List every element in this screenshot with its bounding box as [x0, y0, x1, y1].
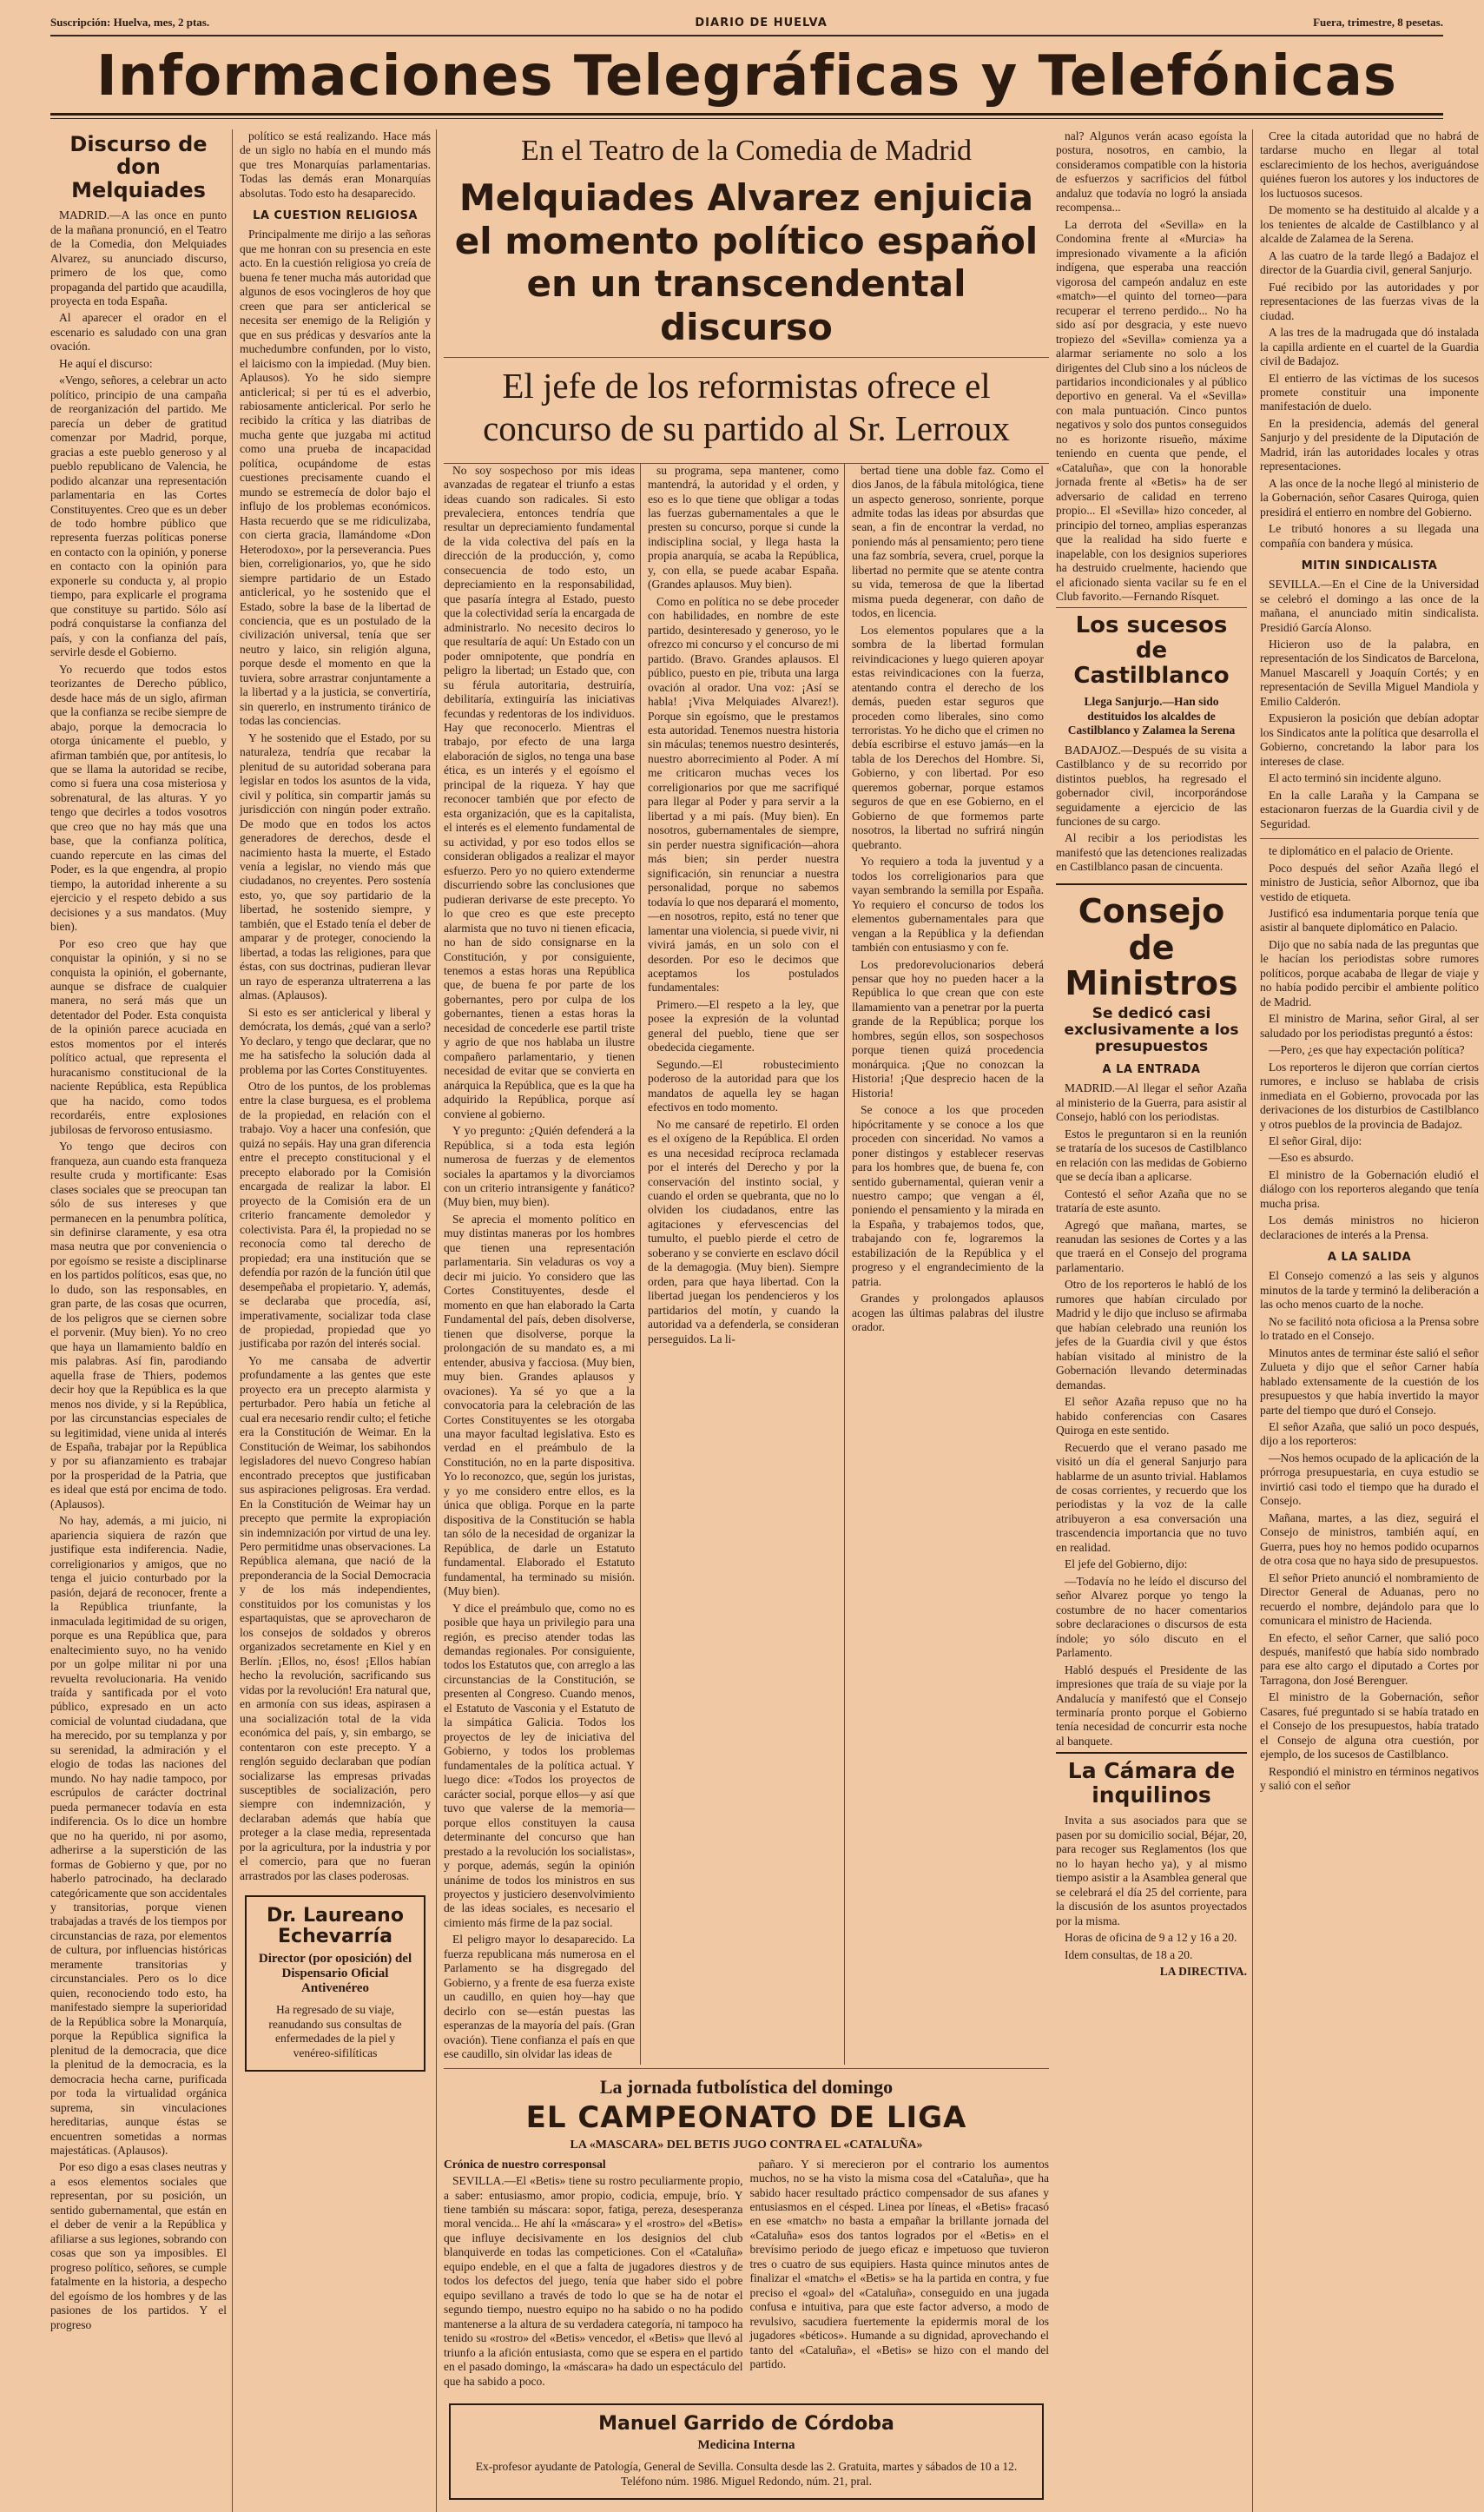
paragraph: Justificó esa indumentaria porque tenía que asistir al banquete diplomático en Palacio.	[1260, 906, 1479, 935]
football-credit: Crónica de nuestro corresponsal	[444, 2157, 606, 2171]
paragraph: Y yo pregunto: ¿Quién defenderá a la República, si a toda esta legión numerosa de fuerzas y de elementos sociales la apartamos y la divorciamos con un criterio intransigente y fanático? (Muy bien, muy bien).	[444, 1124, 635, 1209]
paragraph: —Pero, ¿es que hay expectación política?	[1269, 1043, 1465, 1057]
paragraph: Expusieron la posición que debían adoptar los Sindicatos ante la política que desarrolla el Gobierno, concretando la labor para los intereses de clase.	[1260, 711, 1479, 768]
article-title-discurso: Discurso de don Melquiades	[69, 132, 208, 202]
paragraph: Por eso creo que hay que conquistar la opinión, y si no se conquista la opinión, el gobernante, aunque se disfrace de cualquier manera, no será más que un detentador del Poder. Esta conquista de la opinión parece acuciada en estos momentos por el interés político actual, que representa el huracanismo constitucional de la naciente República, esta República que ha nacido, como todos recordaréis, entre explosiones jubilosas de fervoroso entusiasmo.	[50, 936, 227, 1136]
advertisement-garrido	[449, 2403, 1044, 2500]
article-title-consejo: Consejo de Ministros	[1056, 883, 1247, 1002]
paragraph: te diplomático en el palacio de Oriente.	[1269, 844, 1454, 858]
subhead-mitin: MITIN SINDICALISTA	[1301, 559, 1438, 573]
paragraph: Los reporteros le dijeron que corrían ciertos rumores, e incluso se hablaba de crisis inmediata en el Gobierno, provocada por las derivaciones de los disturbios de Castilblanco y otros pueblos de la provincia de Badajoz.	[1260, 1060, 1479, 1131]
paragraph: —Todavía no he leído el discurso del señor Alvarez porque yo tengo la costumbre de no hacer comentarios sobre declaraciones o discursos de esta índole; yo sólo discuto en el Parlamento.	[1056, 1574, 1247, 1660]
paragraph: Agregó que mañana, martes, se reanudan las sesiones de Cortes y a las que traerá en el Consejo del programa parlamentario.	[1056, 1218, 1247, 1274]
paragraph: Como en política no se debe proceder con habilidades, en nombre de este partido, desinteresado y generoso, yo le ofrezco mi concurso y el concurso de mi partido. (Bravo. Grandes aplausos. El público, puesto en pie, tributa una larga ovación al orador. Una voz: ¡Así se habla! ¡Viva Melquiades Alvarez!). Porque sin egoísmo, que le prestamos esta autoridad. Tenemos nuestra historia sin máculas; tenemos nuestro desinterés, nuestro aborrecimiento al Poder. A mí me criticaron muchas veces los correligionarios por que me sacrifiqué para llegar al Poder y para servir a la libertad y a mi país. (Muy bien). En nosotros, gubernamentales de siempre, sin perder nuestra significación—ahora más bien; sin perder nuestra significación, sin renunciar a nuestra personalidad, porque no sabemos todavía lo que nos deparará el momento, —en nosotros, repito, está no tener que lamentar una violencia, si puede vivir, ni vivirá jamás, en un solo con el desorden. Por eso le decimos que aceptamos los postulados fundamentales:	[648, 594, 839, 995]
paragraph: Dijo que no sabía nada de las preguntas que le hacían los periodistas sobre rumores políticos, porque acababa de llegar de viaje y no había podido percibir el ambiente político de Madrid.	[1260, 937, 1479, 1008]
paragraph: Poco después del señor Azaña llegó el ministro de Justicia, señor Albornoz, que iba vestido de etiqueta.	[1260, 861, 1479, 903]
masthead-rule	[50, 113, 1443, 119]
column-3	[444, 464, 641, 2065]
paragraph: El señor Prieto anunció el nombramiento de Director General de Aduanas, pero no recuerdo el nombre, dejándolo para que lo comunicara el ministro de Hacienda.	[1260, 1570, 1479, 1628]
signature-directiva: LA DIRECTIVA.	[1159, 1965, 1247, 1979]
main-headline: Melquiades Alvarez enjuicia el momento político español en un transcendental discurso	[454, 176, 1039, 348]
article-subtitle-consejo: Se dedicó casi exclusivamente a los presupuestos	[1064, 1005, 1239, 1055]
main-article-header	[444, 129, 1049, 464]
ad-doctor-role: Medicina Interna	[697, 2438, 795, 2453]
paragraph: Los elementos populares que a la sombra de la libertad formulan reivindicaciones y luego quieren apoyar estas reivindicaciones con la fuerza, atentando contra el derecho de los demás, pueden estar seguros que proceden como liberales, sino como terroristas. Yo he dicho que el crimen no debía escribirse el estuvo jamás—en la tabla de los Derechos del Hombre. Si, Gobierno, y con libertad. Por eso queremos gobernar, porque estamos seguros de que en ese Gobierno, en el Gobierno de que formemos parte nosotros, la libertad no sufrirá ningún quebranto.	[852, 623, 1044, 851]
football-subheadline: LA «MASCARA» DEL BETIS JUGO CONTRA EL «CATALUÑA»	[570, 2138, 923, 2152]
column-7	[1260, 129, 1484, 2512]
paragraph: Segundo.—El robustecimiento poderoso de la autoridad para que los mandatos de aquella ley se hagan efectivos en todo momento.	[648, 1057, 839, 1114]
paragraph: —Eso es absurdo.	[1269, 1151, 1354, 1165]
newspaper-name: DIARIO DE HUELVA	[695, 17, 828, 30]
article-body-religion	[240, 228, 431, 1883]
paragraph: En la presidencia, además del general Sanjurjo y del presidente de la Diputación de Madrid, irán las autoridades locales y otras representaciones.	[1260, 416, 1479, 473]
ad-doctor-info: Ha regresado de su viaje, reanudando sus consultas de enfermedades de la piel y venéreo-sifilíticas	[268, 2002, 402, 2060]
paragraph: Le tributó honores a su llegada una compañía con bandera y música.	[1260, 522, 1479, 550]
subscription-local: Suscripción: Huelva, mes, 2 ptas.	[50, 16, 210, 29]
paragraph: Otro de los reporteros le habló de los rumores que habían circulado por Madrid y le dijo que incluso se afirmaba que habían celebrado una reunión los jefes de la Guardia civil y que éstos habían visitado al ministro de la Gobernación llevando determinadas demandas.	[1056, 1278, 1247, 1392]
paragraph: El ministro de Marina, señor Giral, al ser saludado por los periodistas preguntó a éstos:	[1260, 1012, 1479, 1040]
subhead-cuestion-religiosa: LA CUESTION RELIGIOSA	[253, 209, 418, 223]
paragraph: El ministro de la Gobernación, señor Casares, fué preguntado si se había tratado en el Consejo de los presupuestos, había tratado el Consejo de alguna otra cuestión, por ejemplo, de los sucesos de Castilblanco.	[1260, 1690, 1479, 1762]
article-body	[648, 464, 839, 1347]
paragraph: Yo recuerdo que todos estos teorizantes de Derecho público, desde hace más de un siglo, afirman que la confianza se recibe siempre de abajo, porque la democracia lo otorga únicamente el pueblo, y afirman también que, por antítesis, lo que se llama la autoridad se recibe, como si fuera una cosa misteriosa y sobrenatural, de las alturas. Y yo tengo que decirles a todos vosotros que creo que no hay más que una base, que la confianza política, cuando repercute en las cimas del Poder, es la que engendra, al propio tiempo, la autoridad inherente a su ejercicio y el respeto debido a sus decisiones y a sus mandatos. (Muy bien).	[50, 662, 227, 934]
article-kicker: En el Teatro de la Comedia de Madrid	[520, 135, 973, 167]
paragraph: MADRID.—Al llegar el señor Azaña al ministerio de la Guerra, para asistir al Consejo, habló con los periodistas.	[1056, 1081, 1247, 1124]
article-body	[852, 464, 1044, 1335]
paragraph: En la calle Laraña y la Campana se estacionaron fuerzas de la Guardia civil y de Seguridad.	[1260, 788, 1479, 830]
football-columns	[444, 2158, 1049, 2392]
article-title-castilblanco: Los sucesos de Castilblanco	[1056, 607, 1247, 688]
column-2	[240, 129, 437, 2512]
paragraph: Al recibir a los periodistas les manifestó que las detenciones realizadas en Castilblanco pasan de cincuenta.	[1056, 831, 1247, 874]
paragraph: Respondió el ministro en términos negativos y salió con el señor	[1260, 1764, 1479, 1793]
football-kicker: La jornada futbolística del domingo	[599, 2075, 894, 2098]
article-body-mitin	[1260, 578, 1479, 831]
paragraph: BADAJOZ.—Después de su visita a Castilblanco y de su recorrido por distintos pueblos, ha regresado el gobernador civil, incorporándose seguidamente a ejercicio de las funciones de su cargo.	[1056, 743, 1247, 828]
header-strip	[50, 16, 1443, 36]
paragraph: A las once de la noche llegó al ministerio de la Gobernación, señor Casares Quiroga, quien presidirá el entierro en nombre del Gobierno.	[1260, 476, 1479, 519]
article-body	[444, 464, 635, 2062]
subhead-salida: A LA SALIDA	[1327, 1251, 1412, 1265]
column-5	[852, 464, 1049, 2065]
football-article	[444, 2068, 1049, 2512]
paragraph: He aquí el discurso:	[59, 356, 153, 370]
paragraph: No se facilitó nota oficiosa a la Prensa sobre lo tratado en el Consejo.	[1260, 1314, 1479, 1343]
paragraph: La derrota del «Sevilla» en la Condomina frente al «Murcia» ha impresionado vivamente a la afición indígena, que esperaba una reacción vigorosa del campeón andaluz en este «match»—el quinto del torneo—para recuperar el terreno perdido... No ha sido así por desgracia, y este nuevo tropiezo del «Sevilla» comienza ya a alarmar seriamente no solo a los dirigentes del Club sino a los núcleos de partidarios incondicionales y al público deportivo en general. Va el «Sevilla» con mala puntuación. Cinco puntos negativos y solo dos puntos conseguidos no es horizonte risueño, máxime teniendo en cuenta que pende, el «Cataluña», que con la honorable jornada frente al «Betis» ha de ser adversario de calidad en terreno propio... El «Sevilla» hizo conceder, al principio del torneo, amplias esperanzas que la realidad ha sido fuerte e inapelable, con los designios superiores ha destruido cruelmente, haciendo que el aficionado sienta vacilar su fe en el Club favorito.—Fernando Rísquet.	[1056, 217, 1247, 603]
paragraph: Mañana, martes, a las diez, seguirá el Consejo de ministros, también aquí, en Guerra, pues hoy no hemos podido ocuparnos de otra cosa que no haya sido de presupuestos.	[1260, 1511, 1479, 1568]
paragraph: Se aprecia el momento político en muy distintas maneras por los hombres que tienen una representación parlamentaria. Sin veladuras os voy a decir mi juicio. Yo considero que las Cortes Constituyentes, desde el momento en que han elaborado la Carta Fundamental del país, deben disolverse, tienen que disolverse, porque la prolongación de su mandato es, a mi entender, abusiva y facciosa. (Muy bien, muy bien. Grandes aplausos y ovaciones). Ya sé yo que a la convocatoria para la celebración de las Cortes Constituyentes se les otorgaba una mayor facultad legislativa. Esto es verdad en el preámbulo de la Constitución, no en la parte dispositiva. Yo lo reconozco, que, según los juristas, y yo me considero entre ellos, es la única que obliga. Porque en la parte dispositiva de la Constitución se habla tan sólo de la necesidad de organizar la República, de darle un Estatuto fundamental. Elaborado el Estatuto fundamental, ha terminado su misión. (Muy bien).	[444, 1212, 635, 1598]
football-continued	[1056, 129, 1247, 604]
paragraph: Y he sostenido que el Estado, por su naturaleza, tendría que recabar la plenitud de su autoridad soberana para legislar en todos los asuntos de la vida, civil y política, sin compartir jamás su jurisdicción con ningún poder extraño. De modo que en todos los actos generadores de derechos, desde el nacimiento hasta la muerte, el Estado venía a legislar, no viendo más que ciudadanos, no creyentes. Pero sostenía esto, yo, que soy partidario de la libertad, he sostenido siempre, y también, que el Estado tenía el deber de amparar y de proteger, conociendo la libertad, a todas las religiones, para que éstas, con sus doctrinas, pudieran llevar un rayo de esperanza ultraterrena a las almas. (Aplausos).	[240, 730, 431, 1002]
article-body-continued	[240, 129, 431, 201]
article-body-castilblanco	[1056, 744, 1247, 875]
paragraph: MADRID.—A las once en punto de la mañana pronunció, en el Teatro de la Comedia, don Melquiades Alvarez, su anunciado discurso, primero de los que, como propaganda del partido que acaudilla, proyecta en toda España.	[50, 208, 227, 307]
paragraph: SEVILLA.—En el Cine de la Universidad se celebró el domingo a las once de la mañana, el anunciado mitin sindicalista. Presidió García Alonso.	[1260, 578, 1479, 634]
paragraph: No soy sospechoso por mis ideas avanzadas de regatear el triunfo a estas ideas cuando son radicales. Si esto prevaleciera, entonces tendría que resultar un depreciamiento fundamental de la vida colectiva del país en la dirección de la producción, y, como consecuencia de todo esto, un depreciamiento en la responsabilidad, que pasaría íntegra al Estado, puesto que la colectividad sería la encargada de administrarlo. No necesito deciros lo que resultaría de aquí: Un Estado con un poder omnipotente, que pondría en peligro la libertad; un Estado que, con su férula autoritaria, destruiría, debilitaría, extinguiría las iniciativas fecundas y redentoras de los individuos. Hay que reconocerlo. Mientras el trabajo, por efecto de una larga elaboración de siglos, no tenga una base ética, es un interés y el egoísmo el principal de la riqueza. Y hay que reconocer también que por efecto de esta organización, que es la capitalista, el interés es el elemento fundamental de su actividad, y por eso todos ellos se consideran obligados a realizar el mayor esfuerzo. Pero yo no quiero extenderme discurriendo sobre las conclusiones que pudieran derivarse de este precepto. Yo lo que creo es que este precepto alarmista que no tuvo ni tienen eficacia, no han de sido consignarse en la Constitución, y por consiguiente, tenemos a estas horas una República que, de buena fe por parte de los gobernantes, pero por culpa de los gobernantes, tienen a estas horas la necesidad de concederle ese partil triste y agrio de que nos hablaba un ilustre compañero parlamentario, y tienen necesidad de evitar que se convierta en anárquica la República, que es la que ha adquirido la República, porque así conviene al gobierno.	[444, 463, 635, 1120]
paragraph: El ministro de la Gobernación eludió el diálogo con los reporteros alegando que tenía mucha prisa.	[1260, 1167, 1479, 1210]
paragraph: su programa, sepa mantener, como mantendrá, la autoridad y el orden, y eso es lo que tiene que obligar a todas las fuerzas gubernamentales a que le presten su concurso, porque si cunde la indisciplina social, y llega hasta la propia anarquía, se acaba la República, y, con ella, se puede acabar España. (Grandes aplausos. Muy bien).	[648, 463, 839, 592]
paragraph: Se conoce a los que proceden hipócritamente y se conoce a los que proceden con sinceridad. No vamos a poner distingos y establecer reservas para los hombres que, de buena fe, con sentido gubernamental, quieran venir a nuestro campo; que vengan a él, poniendo el pensamiento y la mirada en la España, y trabajemos todos, que, trabajando con fe, lograremos la estabilización de la República y el progreso y el engrandecimiento de la patria.	[852, 1103, 1044, 1288]
column-6	[1056, 129, 1253, 2512]
column-4	[648, 464, 845, 2065]
paragraph: No hay, además, a mi juicio, ni apariencia siquiera de razón que justifique esta indiferencia. Nadie, correligionarios y amigos, que no tenga el juicio conturbado por la pasión, dejará de reconocer, frente a la República triunfante, la inmaculada legitimidad de su origen, porque es una República que, para enaltecimiento suyo, no ha venido por un golpe militar ni por una revuelta revolucionaria. Ha venido traída y santificada por el voto público, expresado en un acto comicial de voluntad ciudadana, que ha merecido, por su templanza y por su serenidad, la admiración y el elogio de todas las naciones del mundo. No hay nadie tampoco, por escrúpulos de carácter doctrinal pueda permanecer todavía en esta indiferencia. Os lo dice un hombre que no ha querido, ni por asomo, adherirse a la superstición de las formas de Gobierno y que, por no haberlo patrocinado, ha declarado categóricamente que son accidentales y transitorias, porque vienen trabajadas a través de los tiempos por circunstancias de raza, por elementos de cultura, por influencias históricas meramente transitorias y circunstanciales. Pero os lo dice quien, reconociendo todo esto, ha manifestado siempre la superioridad de la República sobre la Monarquía, porque la República significa la plenitud de la democracia, que dice la plenitud de la democracia, es la democracia hecha carne, purificada por toda la virtualidad orgánica suprema, sin vinculaciones hereditarias, aunque éstas se encuentren sometidas a normas majestáticas. (Aplausos).	[50, 1514, 227, 2157]
article-body-discurso	[50, 208, 227, 2332]
paragraph: No me cansaré de repetirlo. El orden es el oxígeno de la República. El orden es una necesidad recíproca reclamada por el interés del Derecho y por la conservación del instinto social, y cuando el orden se quebranta, que no lo olviden los ciudadanos, entre las agitaciones y efervescencias del tumulto, el pueblo pierde el cetro de soberano y se convierte en esclavo dócil de la demagogia. (Muy bien). Siempre orden, para que haya libertad. Con la libertad juegan los pendencieros y los partidarios del motín, y cuando la autoridad va a defenderla, se consideran perseguidos. La li-	[648, 1117, 839, 1345]
paragraph: De momento se ha destituido al alcalde y a los tenientes de alcalde de Castilblanco y al alcalde de Zalamea de la Serena.	[1260, 203, 1479, 246]
paragraph: Si esto es ser anticlerical y liberal y demócrata, los demás, ¿qué van a serlo? Yo declaro, y tengo que declarar, que no me ha satisfecho la solución dada al problema por las Cortes Constituyentes.	[240, 1005, 431, 1076]
article-body-salida	[1260, 1269, 1479, 1793]
paragraph: Idem consultas, de 18 a 20.	[1065, 1947, 1193, 1961]
column-1	[50, 129, 233, 2512]
article-title-camara: La Cámara de inquilinos	[1056, 1752, 1247, 1807]
ad-doctor-name: Manuel Garrido de Córdoba	[598, 2413, 894, 2436]
subscription-outside: Fuera, trimestre, 8 pesetas.	[1313, 16, 1443, 29]
paragraph: Hicieron uso de la palabra, en representación de los Sindicatos de Barcelona, Manuel Mascarell y Joaquín Cortés; y en representación de Sevilla Miguel Mandiola y Emilio Calderón.	[1260, 638, 1479, 708]
article-body-consejo	[1056, 1081, 1247, 1748]
main-article-columns	[444, 464, 1049, 2065]
castilblanco-continued	[1260, 129, 1479, 551]
football-headline: EL CAMPEONATO DE LIGA	[525, 2099, 967, 2135]
football-body-left	[444, 2158, 743, 2392]
main-article	[444, 129, 1049, 2512]
paragraph: Y dice el preámbulo que, como no es posible que haya un privilegio para una región, es preciso atender todas las demandas regionales. Por consiguiente, todos los Estatutos que, con arreglo a las circunstancias de la Constitución, se presenten al Congreso. Cuando menos, el Estatuto de Vasconia y el Estatuto de la simpática Galicia. Todos los proyectos de ley de iniciativa del Gobierno, y todos los problemas fundamentales de la política actual. Y luego dice: «Todos los proyectos de carácter social, porque ellos—y así que tuvo que valerse de la memoria—porque ellos constituyen la causa determinante del concurso que han prestado a la revolución los socialistas», y porque, además, según la opinión unánime de todos los ministros en sus proyectos y justiciero desenvolvimiento de las ideas sociales, es necesario el cimiento más firme de la paz social.	[444, 1601, 635, 1929]
paragraph: El señor Giral, dijo:	[1269, 1134, 1362, 1147]
paragraph: «Vengo, señores, a celebrar un acto político, principio de una campaña de reorganización del partido. Me parecía un deber de gratitud comenzar por Madrid, porque, gracias a este pueblo generoso y al pueblo republicano de Valencia, he podido alcanzar una representación parlamentaria en las Cortes Constituyentes. Creo que es un deber de todo hombre público que representa fuerzas políticas ponerse en contacto con la opinión, y ponerse en contacto con la opinión para exponerle su conducta y, al propio tiempo, para explicarle el programa que constituye su partido. Sólo así podrá conquistarse la confianza del país, y con la confianza del país, servirle desde el Gobierno.	[50, 373, 227, 659]
paragraph: Minutos antes de terminar éste salió el señor Zulueta y dijo que el señor Carner había hablado extensamente de la cuestión de los presupuestos y que había invertido la mayor parte del tiempo que duró el Consejo.	[1260, 1345, 1479, 1417]
paragraph: A las cuatro de la tarde llegó a Badajoz el director de la Guardia civil, general Sanjurjo.	[1260, 248, 1479, 277]
paragraph: Los demás ministros no hicieron declaraciones de interés a la Prensa.	[1260, 1213, 1479, 1241]
paragraph: En efecto, el señor Carner, que salió poco después, manifestó que había sido nombrado para ese alto cargo el diputado a Cortes por Tarragona, don José Berenguer.	[1260, 1630, 1479, 1687]
paragraph: Invita a sus asociados para que se pasen por su domicilio social, Béjar, 20, para recoger sus Reglamentos (los que no lo hayan hecho ya), y al mismo tiempo asistir a la Asamblea general que se celebrará el día 25 del corriente, para la discusión de los asuntos proyectados por la misma.	[1056, 1814, 1247, 1927]
paragraph: Por eso digo a esas clases neutras y a esos elementos sociales que representan, por su posición, un sentido gubernamental, que están en el deber de venir a la República y afiliarse a sus legiones, sobrando con cosas que son ya imposibles. El progreso político, señores, se cumple fatalmente en la historia, a despecho del egoísmo de los hombres y de las pasiones de los partidos. Y el progreso	[50, 2160, 227, 2331]
paragraph: Al aparecer el orador en el escenario es saludado con una gran ovación.	[50, 311, 227, 354]
advertisement-echevarria	[245, 1895, 425, 2072]
paragraph: Yo tengo que deciros con franqueza, aun cuando esta franqueza resulte cruda y mortificante: Esas clases sociales que se preocupan tan sólo de sus intereses y que permanecen en la penumbra política, sin definirse claramente, y esa otra masa neutra que por conveniencia o por egoísmo se resiste a disciplinarse en los partidos políticos, esas que, no lo dudo, son las responsables, en gran parte, de las cosas que ocurren, de los peligros que se ciernen sobre el porvenir. (Muy bien). Yo no creo que haya un llamamiento baldío en mis palabras. Así fin, parodiando aquella frase de Thiers, podemos decir hoy que la República es la que menos nos divide, y si la República, por las circunstancias especiales de su legitimidad, viene unida al interés de España, trabajar por la República y por su afianzamiento es trabajar por la prosperidad de la Patria, que es ideal que está por encima de todo. (Aplausos).	[50, 1140, 227, 1511]
paragraph: El peligro mayor lo desaparecido. La fuerza republicana más numerosa en el Parlamento se ha disgregado del Gobierno, y a frente de esa fuerza existe un caudillo, en quien hoy—hay que decirlo con se—están puestas las esperanzas de la mayoría del país. (Gran ovación). Tiene confianza el país en que ese caudillo, sin olvidar las ideas de	[444, 1933, 635, 2061]
paragraph: El señor Azaña repuso que no ha habido conferencias con Casares Quiroga en este sentido.	[1056, 1395, 1247, 1438]
paragraph: nal? Algunos verán acaso egoísta la postura, nosotros, en cambio, la consideramos compatible con la historia de esfuerzos y sacrificios del fútbol andaluz que todavía no logró la ansiada recompensa...	[1056, 129, 1247, 215]
paragraph: político se está realizando. Hace más de un siglo no había en el mundo más que tres Monarquías parlamentarias. Todas las demás eran Monarquías absolutas. Todo esto ha desaparecido.	[240, 129, 431, 200]
ad-doctor-role: Director (por oposición) del Dispensario Oficial Antivenéreo	[258, 1951, 412, 1995]
paragraph: bertad tiene una doble faz. Como el dios Janos, de la fábula mitológica, tiene un aspecto generoso, sonriente, porque admite todas las ideas por absurdas que sean, a fin de encontrar la verdad, no poniendo más al pensamiento; pero tiene una faz sombría, severa, cruel, porque la libertad no permite que se atente contra su vida, temerosa de que la libertad misma pueda degenerar, con daño de todos, en licencia.	[852, 463, 1044, 620]
main-subheadline: El jefe de los reformistas ofrece el concurso de su partido al Sr. Lerroux	[444, 357, 1049, 450]
paragraph: El Consejo comenzó a las seis y algunos minutos de la tarde y terminó la deliberación a las ocho menos cuarto de la noche.	[1260, 1269, 1479, 1312]
football-body-right	[750, 2158, 1050, 2392]
paragraph: Principalmente me dirijo a las señoras que me honran con su presencia en este acto. En la cuestión religiosa yo creía de buena fe tener mucha más autoridad que algunos de esos vocingleros de hoy que creen que para ser anticlerical se necesita ser enemigo de la Religión y que en sus prédicas y desvaríos ante la muchedumbre confunden, por lo visto, el laicismo con la impiedad. (Muy bien. Aplausos). Yo he sido siempre anticlerical; si per tú es el adverbio, rabiosamente anticlerical. Por serlo he recibido la crítica y las diatribas de mucha gente que juzgaba mi actitud como una prueba de incapacidad política, ocupándome de estas cuestiones precisamente cuando el mundo se estremecía de dolor bajo el influjo de los problemas económicos. Hasta recuerdo que se me ridiculizaba, con cierta gracia, llamándome «Don Heterodoxo», por la perseverancia. Pues bien, correligionarios, yo, que he sido siempre partidario de un Estado anticlerical, yo he sostenido que el Estado, sobre la base de la libertad de conciencia, que es un postulado de la civilización universal, tenía que ser neutro y laico, sin religión alguna, porque desde el momento en que la tuviera, sobre arrastrar conjuntamente a la libertad y a la justicia, se convertiría, sin quererlo, en instrumento tiránico de todas las conciencias.	[240, 228, 431, 728]
paragraph: Estos le preguntaron si en la reunión se trataría de los sucesos de Castilblanco en relación con las medidas de Gobierno que se decía iban a aplicarse.	[1056, 1127, 1247, 1184]
paragraph: Contestó el señor Azaña que no se trataría de este asunto.	[1056, 1187, 1247, 1215]
columns	[50, 129, 1479, 2489]
article-subtitle-castilblanco: Llega Sanjurjo.—Han sido destituidos los alcaldes de Castilblanco y Zalamea la Serena	[1067, 695, 1236, 737]
paragraph: —Nos hemos ocupado de la aplicación de la prórroga presupuestaria, en cuya estudio se invirtió casi todo el tiempo que ha durado el Consejo.	[1260, 1451, 1479, 1508]
paragraph: Habló después el Presidente de las impresiones que traía de su viaje por la Andalucía y manifestó que el Consejo terminaría pronto porque el Gobierno tenía necesidad de concurrir esta noche al banquete.	[1056, 1663, 1247, 1748]
paragraph: Grandes y prolongados aplausos acogen las últimas palabras del ilustre orador.	[852, 1292, 1044, 1334]
paragraph: Fué recibido por las autoridades y por representaciones de las fuerzas vivas de la ciudad.	[1260, 280, 1479, 322]
paragraph: El entierro de las víctimas de los sucesos promete constituir una imponente manifestación de duelo.	[1260, 371, 1479, 413]
paragraph: A las tres de la madrugada que dó instalada la capilla ardiente en el cuartel de la Guardia civil de Badajoz.	[1260, 326, 1479, 368]
article-body-camara	[1056, 1814, 1247, 1962]
paragraph: Recuerdo que el verano pasado me visitó un día el general Sanjurjo para hablarme de un asunto trivial. Hablamos de cosas corrientes, y recuerdo que los periodistas y la voz de la calle atribuyeron a esa conversación una trascendencia importancia que no tuvo en realidad.	[1056, 1440, 1247, 1554]
paragraph: Cree la citada autoridad que no habrá de tardarse mucho en llegar al total esclarecimiento de los hechos, averiguándose quiénes fueron los autores y los inductores de los luctuosos sucesos.	[1260, 129, 1479, 200]
section-masthead: Informaciones Telegráficas y Telefónicas	[96, 44, 1397, 109]
paragraph: El señor Azaña, que salió un poco después, dijo a los reporteros:	[1260, 1419, 1479, 1448]
paragraph: SEVILLA.—El «Betis» tiene su rostro peculiarmente propio, a saber: entusiasmo, amor propio, codicia, empuje, brío. Y tiene también su máscara: sopor, fatiga, pereza, desesperanza moral vencida... He ahí la «máscara» y el «rostro» del «Betis» que influye decisivamente en los designios del club blanquiverde en todas las competiciones. Con el «Cataluña» equipo endeble, en el que a falta de jugadores diestros y de todos los defectos del juego, tenía que haber sido el pobre equipo sevillano a través de todo lo que se ha de notar el segundo tiempo, nuestro equipo no ha sabido o no ha podido mantenerse a la altura de su verdadera categoría, ni tampoco ha tenido su «rostro» del «Betis» vencedor, el «Betis» que llevó al triunfo a la afición entusiasta, como que se espera en el partido en el pasado domingo, la «máscara» ha dado un espectáculo del que ha sabido a poco.	[444, 2174, 743, 2388]
consejo-continued	[1260, 838, 1479, 1242]
paragraph: pañaro. Y si merecieron por el contrario los aumentos muchos, no se ha visto la misma cosa del «Cataluña», que ha sabido hacer resultado práctico compensador de sus afanes y entusiasmos en el césped. Linea por líneas, el «Betis» fracasó en ese «match» no basta a empañar la brillante jornada del «Cataluña» esos dos tantos logrados por el «Betis» en el brevísimo periodo de juego eficaz e impetuoso que tuvieron tres o cuatro de sus equipiers. Hasta quince minutos antes de finalizar el «match» el «Betis» se ha la partida en contra, y fue preciso el «goal» del «Cataluña», conseguido en una jugada confusa e intuitiva, para que este factor adverso, a modo de revulsivo, sacudiera fuertemente la epidermis moral de los jugadores «béticos». Humande a su dignidad, aprovechando el tanto del «Cataluña», el «Betis» se hizo con el mando del partido.	[749, 2157, 1049, 2371]
paragraph: Horas de oficina de 9 a 12 y 16 a 20.	[1065, 1931, 1237, 1945]
subhead-entrada: A LA ENTRADA	[1102, 1063, 1201, 1077]
paragraph: El acto terminó sin incidente alguno.	[1269, 771, 1441, 785]
paragraph: Yo requiero a toda la juventud y a todos los correligionarios para que vayan sembrando la semilla por España. Yo requiero el concurso de todos los elementos gubernamentales para que vengan a la República y la defiendan también con entusiasmo y con fe.	[852, 855, 1044, 955]
paragraph: Yo me cansaba de advertir profundamente a las gentes que este proyecto era un precepto alarmista y perturbador. Pero había un fetiche al cual era necesario rendir culto; el fetiche era la Constitución de Weimar. En la Constitución de Weimar, los sabihondos legisladores del nuevo Congreso habían encontrado preceptos que justificaban sus aspiraciones peligrosas. Era verdad. En la Constitución de Weimar hay un precepto que permite la expropiación sin indemnización por virtud de una ley. Pero permitidme unas observaciones. La República alemana, que nació de la preponderancia de la Social Democracia y de los más independientes, constituidos por los comunistas y los espartaquistas, que se aprovecharon de los consejos de soldados y obreros organizados secretamente en Kiel y en Berlín. ¡Ellos, no, ésos! ¡Ellos habían hecho la revolución, sacrificando sus vidas por la revolución! Era natural que, en armonía con sus ideas, aspirasen a una socialización total de la vida económica del país, y, sin embargo, se contentaron con este precepto. Y a renglón seguido declaraban que podían socializarse las empresas privadas susceptibles de socialización, pero siempre con indemnización, y declaraban además que había que proteger a la clase media, representada por la agricultura, por la industria y por el comercio, para que no fueran arrastrados por las clases poderosas.	[240, 1353, 431, 1882]
ad-doctor-name: Dr. Laureano Echevarría	[267, 1905, 404, 1948]
paragraph: Otro de los puntos, de los problemas entre la clase burguesa, es el problema de la propiedad, en relación con el trabajo. Voy a hacer una confesión, que quizá no sepáis. Hay una gran diferencia entre el precepto constitucional y el precepto elaborado por la Comisión encargada de realizar la labor. El proyecto de la Comisión era de un criterio francamente demoledor y colectivista. Para él, la propiedad no se reconocía como tal derecho de propiedad; era una institución que se defendía por razón de la función útil que desempeñaba el propietario. Y, además, se declaraba que procedía, así, imperativamente, socializar toda clase de propiedad, propiedad que yo justificaba por razón del interés social.	[240, 1080, 431, 1351]
paragraph: El jefe del Gobierno, dijo:	[1065, 1557, 1188, 1571]
ad-doctor-info: Ex-profesor ayudante de Patología, General de Sevilla. Consulta desde las 2. Gratuita, martes y sábados de 10 a 12. Teléfono núm. 1986. Miguel Redondo, núm. 21, pral.	[475, 2460, 1018, 2489]
paragraph: Primero.—El respeto a la ley, que posee la expresión de la voluntad general del pueblo, tiene que ser obedecida ciegamente.	[648, 997, 839, 1054]
paragraph: Los predorevolucionarios deberá pensar que hoy no pueden hacer a la República lo que crean que con este llamamiento van a penetrar por la puerta grande de la República; porque los hombres, según ellos, son sospechosos porque tienen quizá procedencia monárquica. ¡Que no conozcan la Historia! ¡Que desprecio hacen de la Historia!	[852, 957, 1044, 1100]
